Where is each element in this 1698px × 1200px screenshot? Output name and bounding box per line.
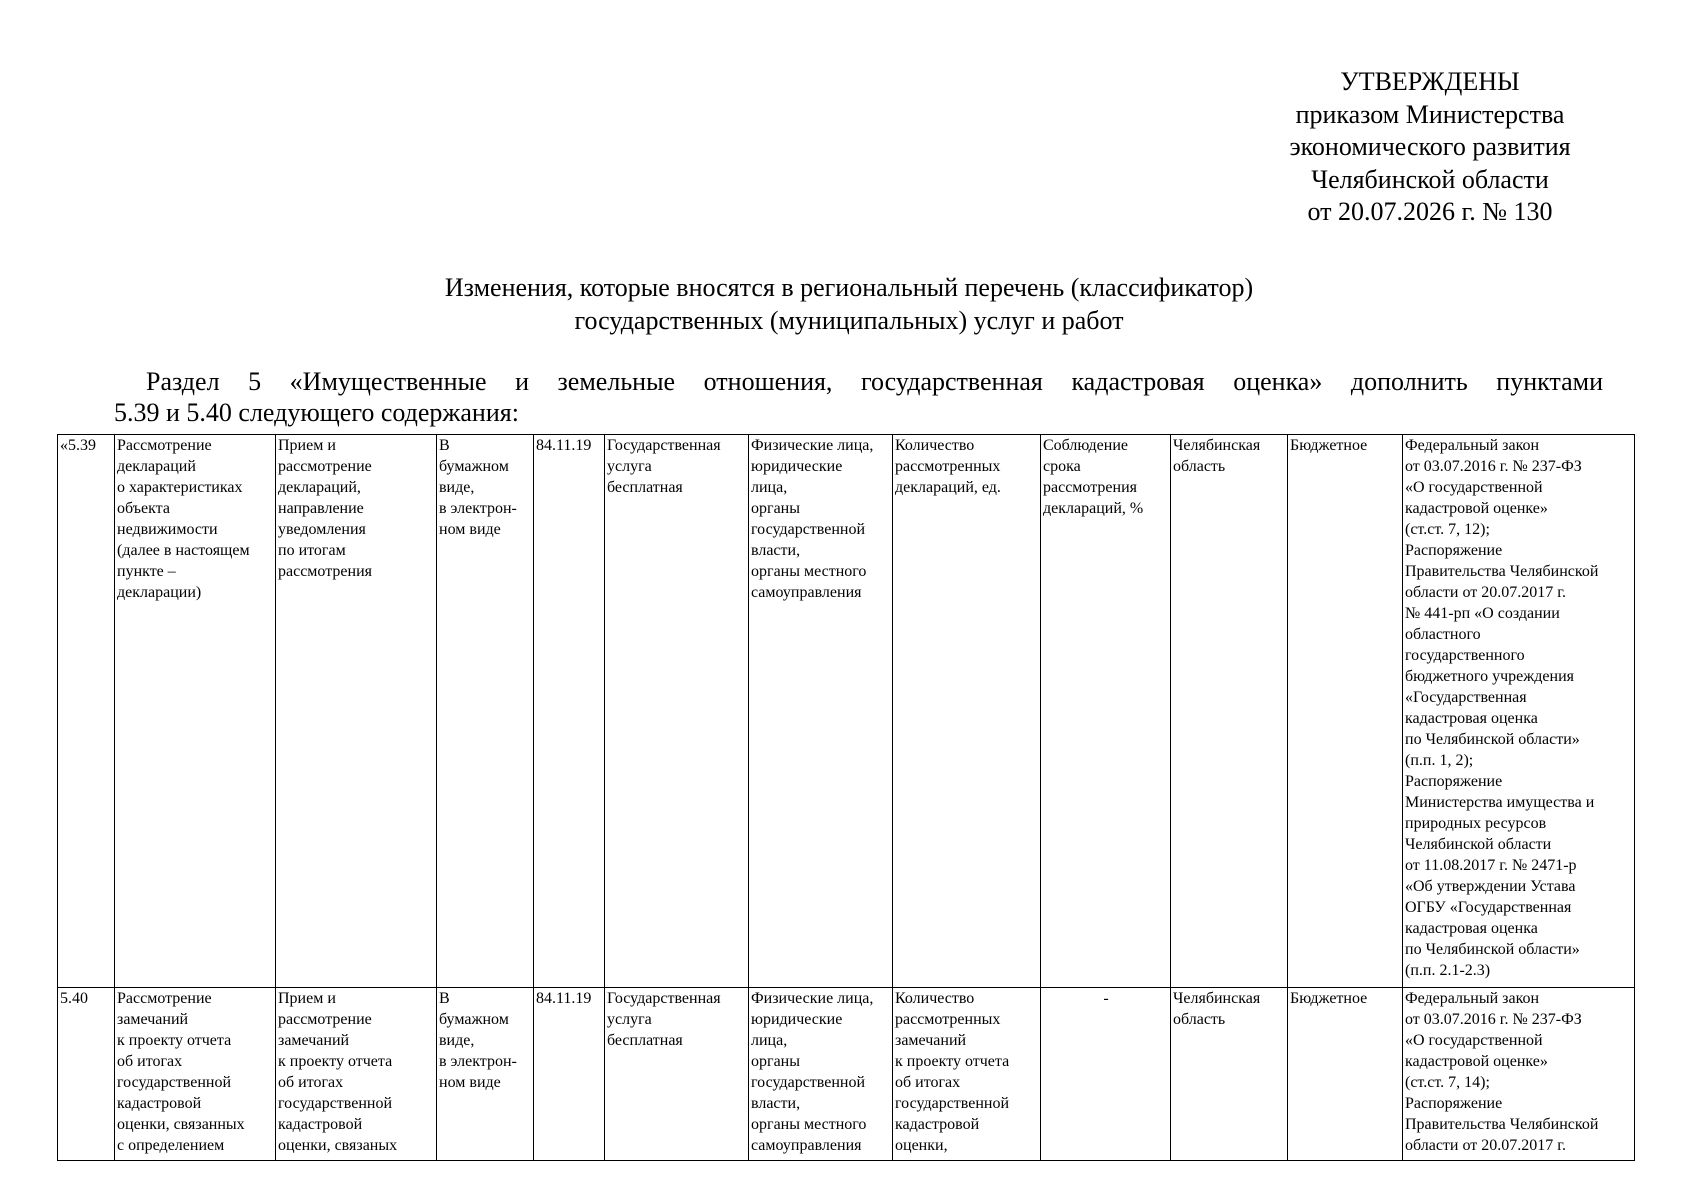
cell-service-type: Государственная услуга бесплатная [605, 988, 749, 1161]
document-title-line-2: государственных (муниципальных) услуг и работ [574, 305, 1124, 335]
cell-institution-type: Бюджетное [1288, 435, 1403, 988]
intro-line-1: Раздел 5 «Имущественные и земельные отношения, государственная кадастровая оценка» дополнить пунктами [146, 367, 1603, 396]
table-row [58, 435, 1635, 988]
cell-legal-basis: Федеральный закон от 03.07.2016 г. № 237-ФЗ «О государственной кадастровой оценке» (ст.ст. 7, 14); Распоряжение Правительства Челябинской области от 20.07.2017 г. [1403, 988, 1635, 1161]
approval-order-line: приказом Министерства [1295, 99, 1565, 129]
cell-region: Челябинская область [1171, 988, 1288, 1161]
approval-region-line: Челябинской области [1311, 164, 1549, 194]
intro-line-2: 5.39 и 5.40 следующего содержания: [114, 398, 519, 427]
cell-okved-code: 84.11.19 [534, 435, 605, 988]
approval-date-line: от 20.07.2026 г. № 130 [1307, 197, 1553, 226]
cell-number: «5.39 [58, 435, 115, 988]
cell-service-content: Прием и рассмотрение замечаний к проекту отчета об итогах государственной кадастровой оценки, связаных [276, 988, 437, 1161]
cell-service-name: Рассмотрение замечаний к проекту отчета об итогах государственной кадастровой оценки, связанных с определением [115, 988, 276, 1161]
intro-paragraph [114, 366, 1603, 428]
document-title [0, 272, 1698, 337]
cell-service-content: Прием и рассмотрение деклараций, направление уведомления по итогам рассмотрения [276, 435, 437, 988]
services-table [57, 434, 1635, 1161]
cell-quality-indicator: Соблюдение срока рассмотрения деклараций, % [1041, 435, 1171, 988]
cell-delivery-form: В бумажном виде, в электрон- ном виде [437, 988, 534, 1161]
cell-institution-type: Бюджетное [1288, 988, 1403, 1161]
cell-service-type: Государственная услуга бесплатная [605, 435, 749, 988]
document-title-line-1: Изменения, которые вносятся в региональный перечень (классификатор) [444, 273, 1254, 302]
approval-heading: УТВЕРЖДЕНЫ [1340, 67, 1520, 96]
cell-delivery-form: В бумажном виде, в электрон- ном виде [437, 435, 534, 988]
cell-okved-code: 84.11.19 [534, 988, 605, 1161]
cell-number: 5.40 [58, 988, 115, 1161]
cell-volume-indicator: Количество рассмотренных замечаний к проекту отчета об итогах государственной кадастровой оценки, [893, 988, 1041, 1161]
cell-service-name: Рассмотрение деклараций о характеристиках объекта недвижимости (далее в настоящем пункте – декларации) [115, 435, 276, 988]
cell-consumers: Физические лица, юридические лица, органы государственной власти, органы местного самоуправления [749, 435, 893, 988]
approval-block [1230, 66, 1630, 229]
cell-consumers: Физические лица, юридические лица, органы государственной власти, органы местного самоуправления [749, 988, 893, 1161]
table-row [58, 988, 1635, 1161]
cell-volume-indicator: Количество рассмотренных деклараций, ед. [893, 435, 1041, 988]
cell-quality-indicator: - [1041, 988, 1171, 1161]
approval-ministry-line: экономического развития [1289, 132, 1571, 161]
cell-legal-basis: Федеральный закон от 03.07.2016 г. № 237-ФЗ «О государственной кадастровой оценке» (ст.ст. 7, 12); Распоряжение Правительства Челябинской области от 20.07.2017 г. № 441-рп «О создании областного государственного бюджетного учреждения «Государственная кадастровая оценка по Челябинской области» (п.п. 1, 2); Распоряжение Министерства имущества и природных ресурсов Челябинской области от 11.08.2017 г. № 2471-р «Об утверждении Устава ОГБУ «Государственная кадастровая оценка по Челябинской области» (п.п. 2.1-2.3) [1403, 435, 1635, 988]
cell-region: Челябинская область [1171, 435, 1288, 988]
